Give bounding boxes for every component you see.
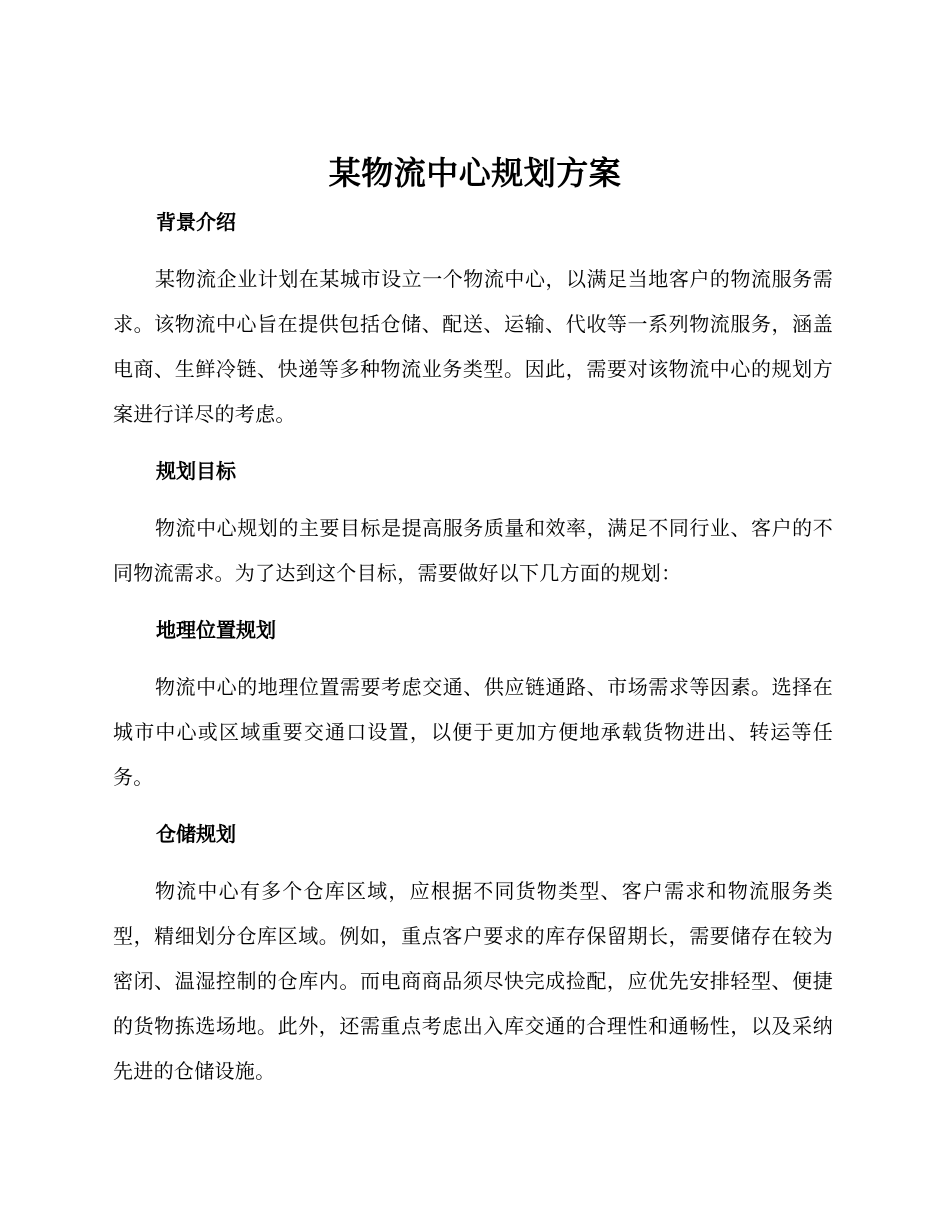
document-title: 某物流中心规划方案 [328, 154, 622, 192]
section-heading-warehouse: 仓储规划 [156, 822, 236, 846]
section-heading-location: 地理位置规划 [156, 618, 276, 642]
section-paragraph-location: 物流中心的地理位置需要考虑交通、供应链通路、市场需求等因素。选择在城市中心或区域重要交通口设置，以便于更加方便地承载货物进出、转运等任务。 [113, 675, 833, 789]
section-paragraph-goals: 物流中心规划的主要目标是提高服务质量和效率，满足不同行业、客户的不同物流需求。为了达到这个目标，需要做好以下几方面的规划： [113, 516, 833, 585]
section-heading-goals: 规划目标 [156, 459, 236, 483]
section-heading-background: 背景介绍 [156, 210, 236, 234]
section-paragraph-warehouse: 物流中心有多个仓库区域，应根据不同货物类型、客户需求和物流服务类型，精细划分仓库区域。例如，重点客户要求的库存保留期长，需要储存在较为密闭、温湿控制的仓库内。而电商商品须尽快完成捡配，应优先安排轻型、便捷的货物拣选场地。此外，还需重点考虑出入库交通的合理性和通畅性，以及采纳先进的仓储设施。 [113, 879, 833, 1083]
section-paragraph-background: 某物流企业计划在某城市设立一个物流中心，以满足当地客户的物流服务需求。该物流中心旨在提供包括仓储、配送、运输、代收等一系列物流服务，涵盖电商、生鲜冷链、快递等多种物流业务类型。因此，需要对该物流中心的规划方案进行详尽的考虑。 [113, 267, 833, 426]
